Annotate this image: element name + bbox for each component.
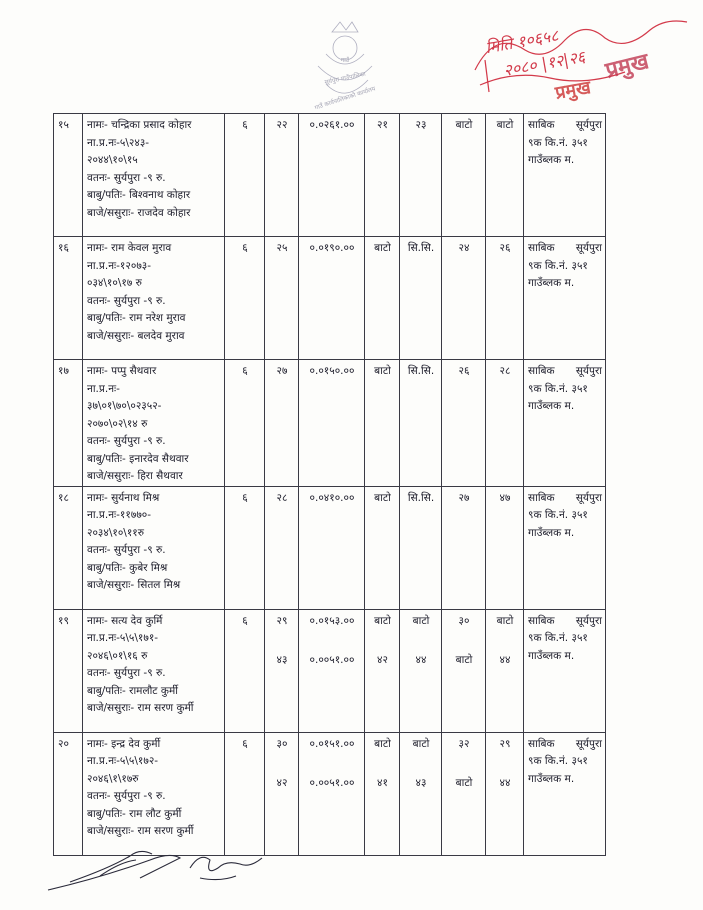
north-boundary: ३०	[458, 614, 470, 627]
remarks-text: सूर्यपुरा	[575, 614, 602, 627]
father-name: बाबु/पतिः- राम लौट कुर्मी	[87, 807, 182, 820]
details-cell	[83, 360, 225, 487]
father-name: बाबु/पतिः- बिश्वनाथ कोहार	[87, 189, 191, 201]
north-boundary: २७	[458, 491, 470, 504]
seal-center-text: गाउँ	[340, 57, 350, 64]
remarks-text: ९क कि.नं. ३५१	[528, 382, 588, 395]
table-row	[54, 360, 606, 487]
south-boundary: २९	[499, 737, 511, 750]
remarks-text: गाउँब्लक म.	[528, 154, 575, 166]
area-value: ०.०१५१.००	[309, 737, 355, 750]
area-value: ०.०१५३.००	[309, 614, 355, 627]
serial-number: १७	[58, 365, 69, 377]
remarks-text: सूर्यपुरा	[575, 242, 602, 254]
plot-number: ३०	[276, 737, 288, 750]
west-boundary: सि.सि.	[407, 365, 435, 377]
east-boundary-cell	[365, 609, 400, 732]
owner-name: नामः- सुर्यनाथ मिश्र	[87, 491, 160, 504]
south-boundary-cell	[486, 360, 524, 487]
south-boundary: २८	[499, 365, 511, 377]
serial-number: १९	[58, 614, 69, 627]
area-value-cell	[299, 732, 365, 855]
south-boundary: ४७	[499, 491, 511, 504]
grandfather-name: बाजे/ससुराः- राम सरण कुर्मी	[87, 825, 194, 837]
west-boundary-cell	[400, 360, 442, 487]
east-boundary-cell	[365, 114, 400, 237]
area-value: ०.०१९०.००	[309, 242, 355, 254]
ward-cell	[225, 609, 265, 732]
west-boundary: बाटो	[412, 737, 430, 750]
south-boundary: ४४	[499, 777, 511, 789]
remarks-cell	[524, 486, 606, 609]
citizenship-number: ०३४\१०\१७ रु	[87, 277, 142, 289]
remarks-text: गाउँब्लक म.	[528, 400, 575, 412]
north-boundary-cell	[442, 609, 486, 732]
citizenship-number: ना.प्र.नः-५\५\१७२-	[87, 755, 159, 767]
red-stamp-text: प्रमुख	[602, 49, 652, 84]
seal-ring-text: सूर्यपुरा गाउँपालिका	[323, 70, 367, 87]
table-row	[54, 486, 606, 609]
remarks-text: साबिक	[528, 737, 555, 750]
citizenship-number: ३७\०१\७०\०२३५२-	[87, 400, 162, 412]
west-boundary-cell	[400, 609, 442, 732]
owner-name: नामः- सत्य देव कुर्मि	[87, 614, 163, 627]
remarks-cell	[524, 114, 606, 237]
remarks-text: सूर्यपुरा	[575, 737, 602, 750]
west-boundary: बाटो	[412, 614, 430, 627]
serial-number-cell	[54, 609, 83, 732]
remarks-line-1	[528, 117, 602, 135]
east-boundary: ४२	[377, 654, 388, 666]
owner-name: नामः- इन्द्र देव कुर्मी	[87, 737, 161, 750]
remarks-line-1	[528, 240, 602, 258]
south-boundary-cell	[486, 237, 524, 360]
east-boundary-cell	[365, 237, 400, 360]
plot-number-cell	[265, 486, 299, 609]
address: वतनः- सुर्यपुरा -९ रु.	[87, 544, 166, 556]
serial-number: २०	[58, 737, 69, 750]
remarks-cell	[524, 609, 606, 732]
plot-number-cell	[265, 237, 299, 360]
area-value-cell	[299, 237, 365, 360]
grandfather-name: बाजे/ससुराः- बलदेव मुराव	[87, 329, 185, 342]
ward-cell	[225, 114, 265, 237]
ward-number: ६	[242, 491, 248, 504]
remarks-text: साबिक	[528, 614, 555, 627]
owner-name: नामः- पप्पु सैथवार	[87, 365, 157, 377]
remarks-text: साबिक	[528, 119, 555, 131]
ward-number: ६	[242, 365, 248, 377]
remarks-text: गाउँब्लक म.	[528, 526, 575, 539]
south-boundary: बाटो	[496, 119, 514, 131]
father-name: बाबु/पतिः- कुबेर मिश्र	[87, 561, 168, 574]
serial-number: १८	[58, 491, 69, 504]
area-value: ०.०४१०.००	[309, 491, 355, 504]
area-value: ०.०१५०.००	[309, 365, 355, 377]
north-boundary: ३२	[458, 737, 470, 750]
north-boundary: बाटो	[455, 654, 473, 666]
table-row	[54, 114, 606, 237]
citizenship-number: ना.प्र.नः-१२०७३-	[87, 259, 152, 272]
east-boundary: २१	[377, 119, 388, 131]
area-value: ०.०२६१.००	[309, 119, 355, 131]
west-boundary-cell	[400, 237, 442, 360]
plot-number: २२	[276, 119, 288, 131]
plot-number-cell	[265, 732, 299, 855]
east-boundary-cell	[365, 360, 400, 487]
east-boundary-cell	[365, 486, 400, 609]
address: वतनः- सुर्यपुरा -९ रु.	[87, 171, 166, 184]
father-name: बाबु/पतिः- रामलौट कुर्मी	[87, 684, 178, 697]
seal-office-text: गाउँ कार्यपालिकाको कार्यालय	[313, 85, 377, 112]
north-boundary: बाटो	[455, 119, 473, 131]
north-boundary-cell	[442, 486, 486, 609]
plot-number: २९	[276, 614, 288, 627]
owner-name: नामः- चन्द्रिका प्रसाद कोहार	[87, 119, 192, 131]
west-boundary-cell	[400, 486, 442, 609]
west-boundary-cell	[400, 732, 442, 855]
ward-number: ६	[242, 614, 248, 627]
area-value-cell	[299, 114, 365, 237]
serial-number-cell	[54, 486, 83, 609]
remarks-text: गाउँब्लक म.	[528, 772, 575, 785]
serial-number-cell	[54, 114, 83, 237]
handwritten-line-2: २०८० |१२|२६	[502, 46, 587, 81]
remarks-cell	[524, 732, 606, 855]
area-value-cell	[299, 360, 365, 487]
owner-name: नामः- राम केवल मुराव	[87, 242, 172, 254]
serial-number-cell	[54, 360, 83, 487]
east-boundary: बाटो	[374, 737, 391, 750]
remarks-line-1	[528, 736, 602, 754]
north-boundary: २६	[458, 365, 470, 377]
west-boundary: सि.सि.	[407, 491, 435, 504]
remarks-text: ९क कि.नं. ३५१	[528, 755, 588, 767]
east-boundary: ४१	[377, 777, 388, 789]
father-name: बाबु/पतिः- इनारदेव सैथवार	[87, 452, 189, 465]
north-boundary-cell	[442, 237, 486, 360]
grandfather-name: बाजे/ससुराः- राजदेव कोहार	[87, 206, 191, 219]
remarks-line-1	[528, 613, 602, 631]
plot-number: २५	[276, 242, 288, 254]
details-cell	[83, 486, 225, 609]
remarks-text: गाउँब्लक म.	[528, 649, 575, 662]
table-body	[54, 114, 606, 856]
ward-cell	[225, 732, 265, 855]
serial-number: १६	[58, 242, 69, 254]
handwritten-date-annotation	[455, 0, 695, 110]
details-cell	[83, 114, 225, 237]
grandfather-name: बाजे/ससुराः- हिरा सैथवार	[87, 470, 183, 482]
remarks-text: सूर्यपुरा	[575, 491, 602, 504]
area-value: ०.००५१.००	[309, 777, 355, 789]
plot-number-cell	[265, 609, 299, 732]
west-boundary: सि.सि.	[407, 242, 435, 254]
remarks-text: साबिक	[528, 242, 555, 254]
east-boundary: बाटो	[374, 242, 391, 254]
serial-number: १५	[58, 119, 69, 131]
table-row	[54, 732, 606, 855]
bottom-signatures	[40, 838, 300, 898]
address: वतनः- सुर्यपुरा -९ रु.	[87, 667, 166, 679]
ward-number: ६	[242, 242, 248, 254]
father-name: बाबु/पतिः- राम नरेश मुराव	[87, 312, 186, 324]
south-boundary-cell	[486, 609, 524, 732]
remarks-cell	[524, 360, 606, 487]
remarks-text: गाउँब्लक म.	[528, 277, 575, 289]
details-cell	[83, 237, 225, 360]
north-boundary-cell	[442, 732, 486, 855]
remarks-line-1	[528, 490, 602, 508]
east-boundary: बाटो	[374, 491, 391, 504]
east-boundary-cell	[365, 732, 400, 855]
remarks-cell	[524, 237, 606, 360]
address: वतनः- सुर्यपुरा -९ रु.	[87, 294, 166, 307]
ward-cell	[225, 360, 265, 487]
remarks-text: सूर्यपुरा	[575, 365, 602, 377]
south-boundary: बाटो	[496, 614, 514, 627]
ward-number: ६	[242, 737, 248, 750]
remarks-text: सूर्यपुरा	[575, 119, 602, 131]
remarks-text: साबिक	[528, 491, 555, 504]
ward-number: ६	[242, 119, 248, 131]
remarks-text: साबिक	[528, 365, 555, 377]
north-boundary: २४	[458, 242, 470, 254]
south-boundary-cell	[486, 486, 524, 609]
citizenship-number: ना.प्र.नः-११७७०-	[87, 509, 152, 521]
address: वतनः- सुर्यपुरा -९ रु.	[87, 435, 166, 447]
details-cell	[83, 732, 225, 855]
red-stamp-text-2: प्रमुख	[553, 77, 593, 104]
remarks-line-1	[528, 363, 602, 381]
plot-number: २७	[276, 365, 288, 377]
citizenship-number: २०४४\१०\१५	[87, 154, 138, 166]
south-boundary: ४४	[499, 654, 511, 666]
ward-cell	[225, 486, 265, 609]
west-boundary-cell	[400, 114, 442, 237]
grandfather-name: बाजे/ससुराः- सितल मिश्र	[87, 579, 181, 591]
signature-scribble-icon	[40, 838, 300, 898]
north-boundary-cell	[442, 114, 486, 237]
area-value: ०.००५१.००	[309, 654, 355, 666]
address: वतनः- सुर्यपुरा -९ रु.	[87, 790, 166, 802]
office-seal	[296, 14, 394, 112]
east-boundary: बाटो	[374, 365, 391, 377]
citizenship-number: २०३४\१०\११रु	[87, 526, 145, 539]
north-boundary: बाटो	[455, 777, 473, 789]
serial-number-cell	[54, 237, 83, 360]
citizenship-number: २०४६\०१\१६ रु	[87, 649, 148, 662]
plot-number: ४२	[276, 777, 288, 789]
citizenship-number: ना.प्र.नः-	[87, 382, 120, 395]
ward-cell	[225, 237, 265, 360]
handwritten-line-1: मिति १०६५८	[483, 25, 560, 58]
citizenship-number: २०४६\१\१७रु	[87, 772, 139, 785]
details-cell	[83, 609, 225, 732]
plot-number-cell	[265, 114, 299, 237]
west-boundary: २३	[415, 119, 427, 131]
east-boundary: बाटो	[374, 614, 391, 627]
west-boundary: ४३	[415, 777, 427, 789]
remarks-text: ९क कि.नं. ३५१	[528, 632, 588, 644]
land-record-table	[53, 113, 606, 856]
remarks-text: ९क कि.नं. ३५१	[528, 509, 588, 521]
table-row	[54, 237, 606, 360]
south-boundary-cell	[486, 114, 524, 237]
south-boundary: २६	[499, 242, 511, 254]
plot-number: २८	[276, 491, 288, 504]
south-boundary-cell	[486, 732, 524, 855]
serial-number-cell	[54, 732, 83, 855]
citizenship-number: ना.प्र.नः-५\५\१७१-	[87, 632, 159, 644]
north-boundary-cell	[442, 360, 486, 487]
area-value-cell	[299, 486, 365, 609]
grandfather-name: बाजे/ससुराः- राम सरण कुर्मी	[87, 702, 194, 714]
citizenship-number: ना.प्र.नः-५\२४३-	[87, 136, 150, 149]
citizenship-number: २०७०\०२\१४ रु	[87, 417, 148, 430]
remarks-text: ९क कि.नं. ३५१	[528, 136, 588, 149]
remarks-text: ९क कि.नं. ३५१	[528, 259, 588, 272]
plot-number: ४३	[276, 654, 288, 666]
west-boundary: ४४	[415, 654, 427, 666]
area-value-cell	[299, 609, 365, 732]
table-row	[54, 609, 606, 732]
plot-number-cell	[265, 360, 299, 487]
